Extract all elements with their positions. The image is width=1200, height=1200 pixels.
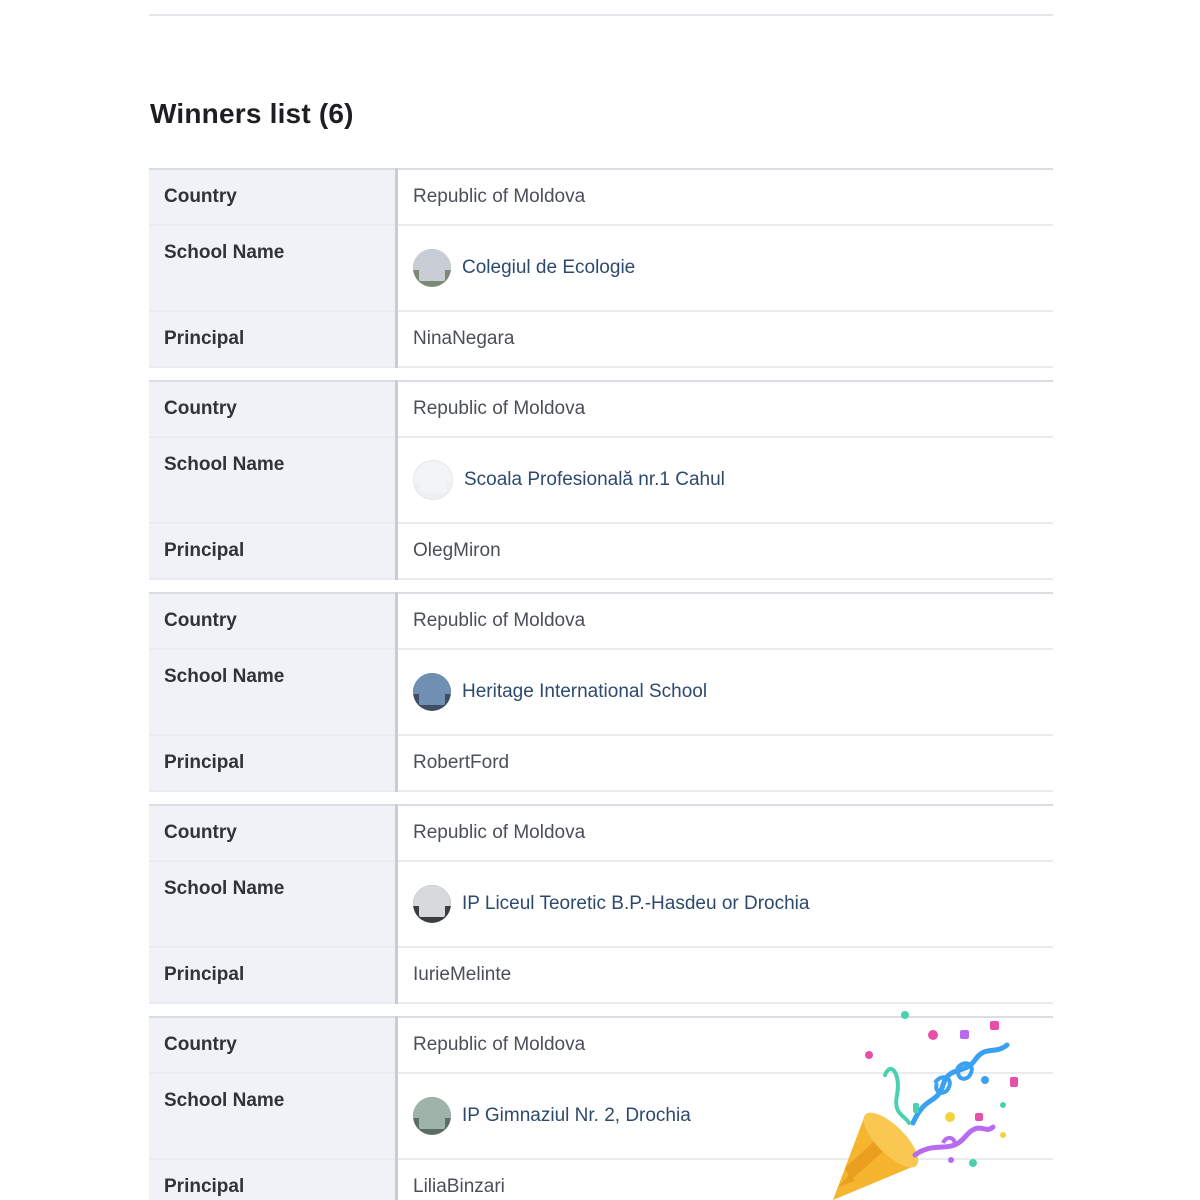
school-label: School Name — [149, 1073, 397, 1159]
school-value — [397, 225, 1054, 311]
principal-row — [149, 735, 1053, 791]
country-value: Republic of Moldova — [413, 822, 586, 843]
country-label: Country — [149, 1017, 397, 1073]
school-name-link[interactable]: Heritage International School — [462, 681, 708, 702]
principal-row — [149, 311, 1053, 367]
school-label: School Name — [149, 437, 397, 523]
country-value: Republic of Moldova — [413, 610, 586, 631]
school-row — [149, 649, 1053, 735]
country-label: Country — [149, 169, 397, 225]
school-link-wrap[interactable] — [413, 673, 1053, 711]
principal-label: Principal — [149, 523, 397, 579]
school-value — [397, 861, 1054, 947]
school-name-link[interactable]: IP Liceul Teoretic B.P.-Hasdeu or Drochia — [462, 893, 810, 914]
school-link-wrap[interactable] — [413, 885, 1053, 923]
school-avatar[interactable] — [413, 249, 451, 287]
country-row — [149, 381, 1053, 437]
school-avatar[interactable] — [413, 673, 451, 711]
school-avatar[interactable] — [413, 885, 451, 923]
principal-value: RobertFord — [413, 752, 510, 773]
school-label: School Name — [149, 225, 397, 311]
country-row — [149, 593, 1053, 649]
principal-label: Principal — [149, 311, 397, 367]
school-name-link[interactable]: IP Gimnaziul Nr. 2, Drochia — [462, 1105, 691, 1126]
principal-label: Principal — [149, 1159, 397, 1200]
section-title: Winners list (6) — [150, 98, 354, 129]
school-link-wrap[interactable] — [413, 460, 1053, 500]
country-label: Country — [149, 805, 397, 861]
party-popper-icon — [825, 1005, 1025, 1200]
top-divider — [149, 14, 1053, 16]
country-value: Republic of Moldova — [413, 186, 586, 207]
principal-label: Principal — [149, 947, 397, 1003]
school-link-wrap[interactable] — [413, 249, 1053, 287]
principal-row — [149, 947, 1053, 1003]
school-avatar[interactable] — [413, 460, 453, 500]
country-row — [149, 805, 1053, 861]
country-label: Country — [149, 593, 397, 649]
principal-row — [149, 523, 1053, 579]
school-row — [149, 225, 1053, 311]
principal-value: NinaNegara — [413, 328, 515, 349]
school-label: School Name — [149, 649, 397, 735]
school-avatar[interactable] — [413, 1097, 451, 1135]
school-label: School Name — [149, 861, 397, 947]
school-value — [397, 437, 1054, 523]
school-row — [149, 861, 1053, 947]
principal-value: OlegMiron — [413, 540, 501, 561]
school-name-link[interactable]: Scoala Profesională nr.1 Cahul — [464, 469, 725, 490]
principal-value: LiliaBinzari — [413, 1176, 505, 1197]
winner-table — [149, 380, 1053, 580]
winner-table — [149, 592, 1053, 792]
winner-table — [149, 168, 1053, 368]
country-value: Republic of Moldova — [413, 1034, 586, 1055]
winner-table — [149, 804, 1053, 1004]
school-name-link[interactable]: Colegiul de Ecologie — [462, 257, 636, 278]
country-label: Country — [149, 381, 397, 437]
principal-value: IurieMelinte — [413, 964, 512, 985]
school-value — [397, 649, 1054, 735]
principal-label: Principal — [149, 735, 397, 791]
country-value: Republic of Moldova — [413, 398, 586, 419]
country-row — [149, 169, 1053, 225]
school-row — [149, 437, 1053, 523]
